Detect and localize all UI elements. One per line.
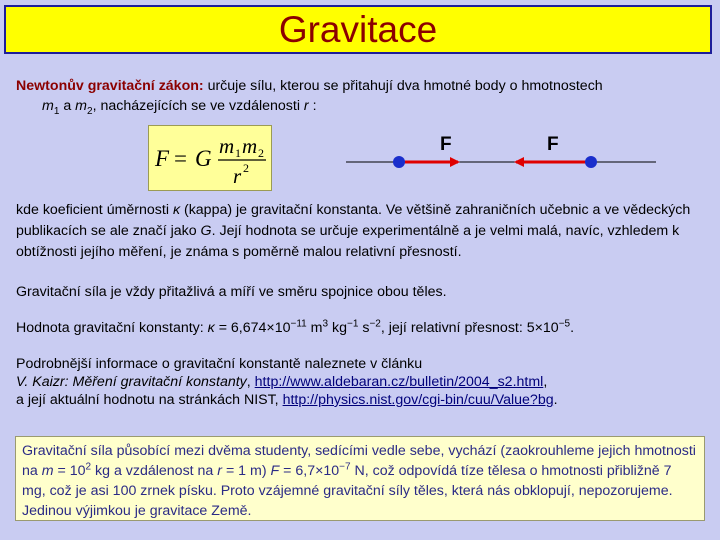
- formula-r-exp: 2: [243, 161, 249, 175]
- constant-text: . Její hodnota se určuje experimentálně a je velmi malá, navíc, vzhledem k obtížnosti jejího měření, je známa s poměrně malou relativní přesností.: [16, 223, 680, 260]
- law-text: , nacházejících se ve vzdálenosti: [92, 98, 304, 114]
- info-text: ,: [543, 374, 548, 390]
- formula-r: r: [233, 164, 242, 188]
- title-banner: [4, 5, 712, 54]
- info-paragraph: [16, 355, 706, 409]
- formula-m2-sub: 2: [258, 146, 264, 160]
- info-text: .: [553, 392, 558, 408]
- value-text: , její relativní přesnost: 5×10: [380, 320, 559, 336]
- constant-text: (kappa) je gravitační konstanta. Ve většině zahraničních učebnic a ve vědeckých publikacích se ale značí jako: [16, 202, 691, 239]
- exponent: −7: [339, 461, 351, 473]
- newton-law-paragraph: [16, 76, 706, 116]
- exponent: 2: [85, 461, 92, 473]
- constant-paragraph: [16, 200, 706, 263]
- formula-equals: =: [174, 146, 187, 171]
- mass-body-right: [585, 156, 597, 168]
- kappa-symbol: κ: [207, 320, 215, 336]
- value-paragraph: [16, 318, 706, 338]
- G-symbol: G: [200, 223, 212, 239]
- exponent: 3: [322, 318, 329, 330]
- m1-subscript: 1: [53, 105, 60, 117]
- value-text: = 6,674×10: [214, 320, 291, 336]
- aldebaran-link[interactable]: http://www.aldebaran.cz/bulletin/2004_s2.html: [254, 374, 544, 390]
- m1-symbol: m: [42, 98, 54, 114]
- example-note-box: [15, 436, 705, 521]
- r-symbol: r: [303, 98, 309, 114]
- force-label-left: F: [440, 134, 452, 155]
- formula-m1: m: [219, 134, 235, 158]
- exponent: −5: [558, 318, 571, 330]
- info-text: a její aktuální hodnotu na stránkách NIST,: [16, 392, 283, 408]
- law-text: určuje sílu, kterou se přitahují dva hmotné body o hmotnostech: [203, 78, 603, 94]
- info-text: Podrobnější informace o gravitační konstantě naleznete v článku: [16, 356, 423, 372]
- m-symbol: m: [41, 463, 54, 479]
- exponent: −11: [290, 318, 307, 330]
- value-text: s: [358, 320, 370, 336]
- note-text: = 1 m): [222, 463, 271, 479]
- info-text: ,: [246, 374, 255, 390]
- value-text: Hodnota gravitační konstanty:: [16, 320, 208, 336]
- formula-m2: m: [242, 134, 258, 158]
- formula-G: G: [195, 146, 212, 171]
- gravity-formula: [148, 125, 272, 191]
- note-text: Gravitační síla působící mezi dvěma studenty, sedícími vedle sebe, vychází (zaokrouhleme jejich hmotnosti na: [22, 443, 696, 479]
- formula-F: F: [155, 146, 170, 171]
- r-symbol: r: [217, 463, 223, 479]
- mass-body-left: [393, 156, 405, 168]
- F-symbol: F: [270, 463, 280, 479]
- m2-symbol: m: [75, 98, 87, 114]
- m2-subscript: 2: [87, 105, 93, 117]
- note-text: = 6,7×10: [279, 463, 340, 479]
- force-label-right: F: [547, 134, 559, 155]
- formula-m1-sub: 1: [235, 146, 241, 160]
- law-text: a: [59, 98, 76, 114]
- note-text: kg a vzdálenost na: [91, 463, 218, 479]
- exponent: −2: [369, 318, 381, 330]
- value-text: .: [570, 320, 575, 336]
- article-reference: V. Kaizr: Měření gravitační konstanty: [16, 374, 247, 390]
- value-text: kg: [328, 320, 347, 336]
- law-text: :: [308, 98, 317, 114]
- page-title: Gravitace: [278, 8, 438, 50]
- kappa-symbol: κ: [172, 202, 181, 218]
- force-diagram: [344, 128, 660, 188]
- attractive-paragraph: Gravitační síla je vždy přitažlivá a míří ve směru spojnice obou těles.: [16, 284, 447, 300]
- note-text: N, což odpovídá tíze tělesa o hmotnosti přibližně 7 mg, což je asi 100 zrnek písku. Proto vzájemné gravitační síly těles, která nás obklopují, nepozorujeme. Jedinou výjimkou je gravitace Země.: [22, 463, 673, 519]
- note-text: = 10: [53, 463, 86, 479]
- law-name: Newtonův gravitační zákon:: [16, 78, 204, 94]
- value-text: m: [306, 320, 323, 336]
- exponent: −1: [347, 318, 359, 330]
- nist-link[interactable]: http://physics.nist.gov/cgi-bin/cuu/Value?bg: [282, 392, 554, 408]
- constant-text: kde koeficient úměrnosti: [16, 202, 173, 218]
